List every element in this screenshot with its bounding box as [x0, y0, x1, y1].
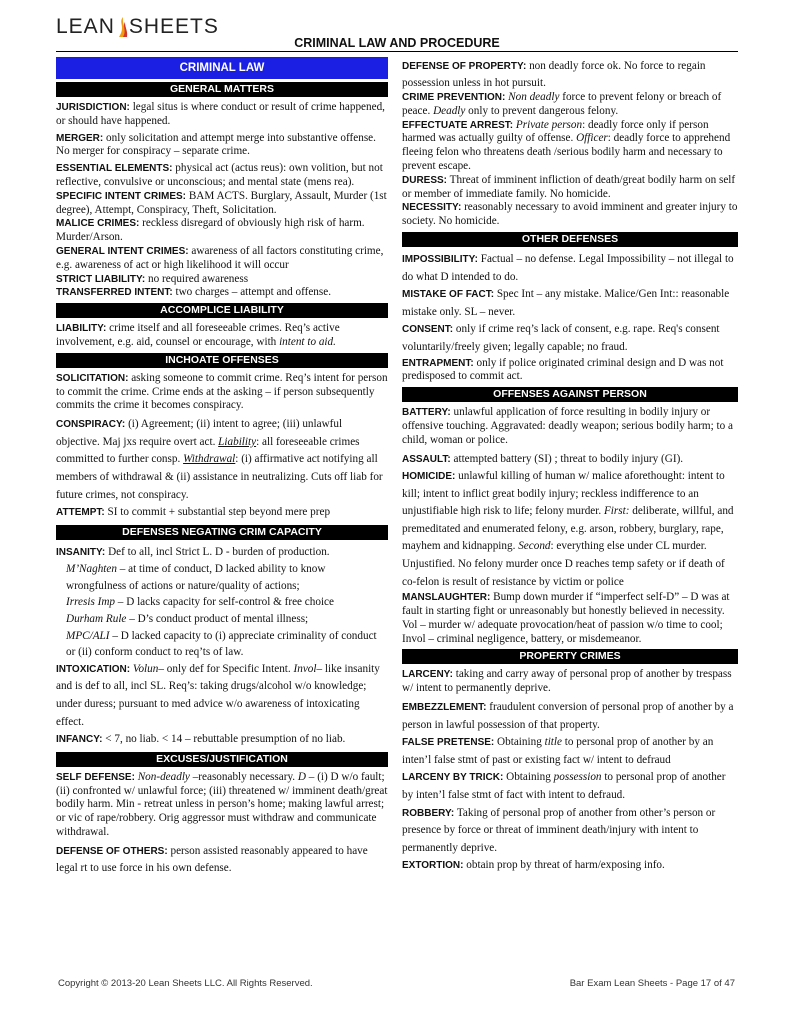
- logo-text-left: LEAN: [56, 15, 115, 38]
- page-title: CRIMINAL LAW AND PROCEDURE: [294, 36, 500, 50]
- footer-page-number: Bar Exam Lean Sheets - Page 17 of 47: [569, 978, 735, 989]
- title-rule: [56, 51, 738, 52]
- logo-text-right: SHEETS: [128, 15, 219, 38]
- entry-battery: BATTERY: unlawful application of force resulting in bodily injury or offensive touching. Aggravated: deadly weapon; serious bodily harm; to a child, woman or police.: [402, 406, 733, 446]
- head-property-crimes: PROPERTY CRIMES: [402, 649, 738, 664]
- right-column: [402, 58, 738, 875]
- entry-self-defense: SELF DEFENSE: Non-deadly –reasonably necessary. D – (i) D w/o fault; (ii) confronted w/ unlawful force; (iii) threatened w/ imminent death/great bodily harm. Min - retreat unless in person’s home; making lawful arrest; or vic of rape/robbery. Orig aggressor must withdraw and communicate withdrawal.: [56, 770, 388, 839]
- entry-extortion: EXTORTION: obtain prop by threat of harm/exposing info.: [402, 859, 665, 872]
- entry-essential-elements: ESSENTIAL ELEMENTS: physical act (actus reus): own volition, but not reflective, convulsive or unconscious; and mental state (mens rea).: [56, 162, 383, 188]
- entry-attempt: ATTEMPT: SI to commit + substantial step beyond mere prep: [56, 506, 331, 519]
- head-accomplice-liability: ACCOMPLICE LIABILITY: [56, 303, 388, 318]
- entry-assault: ASSAULT: attempted battery (SI) ; threat to bodily injury (GI).: [402, 452, 684, 465]
- entry-jurisdiction: JURISDICTION: legal situs is where conduct or result of crime happened, or should have happened.: [56, 101, 385, 127]
- head-excuses-justification: EXCUSES/JUSTIFICATION: [56, 752, 388, 767]
- entry-homicide: HOMICIDE: unlawful killing of human w/ malice aforethought: intent to kill; intent to inflict great bodily injury; reckless indifference to an unjustifiable high risk to life; felony murder. First: deliberate, willful, and premeditated and enumerated felony, e.g. arson, robbery, burglary, rape, mayhem and kidnapping. Second: everything else under CL murder. Unjustified. No felony murder once D reaches temp safety or if death of co-felon is result of resistance by victim or police: [402, 470, 734, 588]
- head-general-matters: GENERAL MATTERS: [56, 82, 388, 97]
- entry-specific-intent: SPECIFIC INTENT CRIMES: BAM ACTS. Burglary, Assault, Murder (1st degree), Attempt, Conspiracy, Theft, Solicitation.: [56, 189, 387, 216]
- entry-larceny-by-trick: LARCENY BY TRICK: Obtaining possession to personal prop of another by inten’l false stmt of fact with intent to defraud.: [402, 771, 726, 802]
- entry-infancy: INFANCY: < 7, no liab. < 14 – rebuttable presumption of no liab.: [56, 733, 346, 746]
- left-column: [56, 57, 388, 880]
- entry-merger: MERGER: only solicitation and attempt merge into substantive offense. No merger for conspiracy – separate crime.: [56, 131, 376, 158]
- entry-irresistible-impulse: Irresis Imp – D lacks capacity for self-control & free choice: [66, 596, 334, 609]
- section-criminal-law: CRIMINAL LAW: [56, 57, 388, 79]
- entry-effectuate-arrest: EFFECTUATE ARREST: Private person: deadly force only if person harmed was actually guilty of offense. Officer: deadly force to apprehend fleeing felon who threatens death /serious bodily harm and necessary to prevent escape.: [402, 118, 731, 172]
- head-defenses-negating: DEFENSES NEGATING CRIM CAPACITY: [56, 525, 388, 540]
- entry-mnaghten: M’Naghten – at time of conduct, D lacked ability to know wrongfulness of actions or nature/quality of actions;: [66, 563, 326, 592]
- entry-robbery: ROBBERY: Taking of personal prop of another from other’s person or presence by force or threat of imminent death/injury with intent to permanently deprive.: [402, 806, 716, 854]
- entry-manslaughter: MANSLAUGHTER: Bump down murder if “imperfect self-D” – D was at fault in starting fight or unreasonably but honestly believed in necessity. Vol – murder w/ adequate provocation/heat of passion w/o time to cool; Invol – criminal negligence, battery, or misdemeanor.: [402, 591, 730, 645]
- entry-general-intent: GENERAL INTENT CRIMES: awareness of all factors constituting crime, e.g. awareness of act or high likelihood it will occur: [56, 244, 384, 271]
- head-offenses-against-person: OFFENSES AGAINST PERSON: [402, 387, 738, 402]
- entry-defense-of-property: DEFENSE OF PROPERTY: non deadly force ok. No force to regain possession unless in hot pursuit.: [402, 60, 706, 89]
- entry-solicitation: SOLICITATION: asking someone to commit crime. Req’s intent for person to commit the crime. Crime ends at the asking – if person subsequently commits the crime it becomes conspiracy.: [56, 371, 388, 412]
- entry-defense-of-others: DEFENSE OF OTHERS: person assisted reasonably appeared to have legal rt to use force in his own defense.: [56, 844, 368, 875]
- entry-mistake-of-fact: MISTAKE OF FACT: Spec Int – any mistake. Malice/Gen Int:: reasonable mistake only. SL – never.: [402, 288, 730, 318]
- entry-insanity: INSANITY: Def to all, incl Strict L. D - burden of production.: [56, 545, 330, 558]
- entry-conspiracy: CONSPIRACY: (i) Agreement; (ii) intent to agree; (iii) unlawful objective. Maj jxs require overt act. Liability: all foreseeable crimes committed to further consp. Withdrawal: (i) affirmative act notifying all members of withdrawal & (ii) assistance in neutralizing. Cuts off liab for future crimes, not conspiracy.: [56, 418, 383, 501]
- entry-impossibility: IMPOSSIBILITY: Factual – no defense. Legal Impossibility – not illegal to do what D intended to do.: [402, 252, 734, 283]
- entry-strict-liability: STRICT LIABILITY: no required awareness: [56, 272, 249, 285]
- flame-icon: [116, 17, 128, 37]
- entry-embezzlement: EMBEZZLEMENT: fraudulent conversion of personal prop of another by a person in lawful possession of that property.: [402, 701, 734, 731]
- entry-mpc-ali: MPC/ALI – D lacked capacity to (i) appreciate criminality of conduct or (ii) conform conduct to req’ts of law.: [66, 629, 377, 659]
- entry-malice-crimes: MALICE CRIMES: reckless disregard of obviously high risk of harm. Murder/Arson.: [56, 217, 365, 244]
- head-inchoate-offenses: INCHOATE OFFENSES: [56, 353, 388, 368]
- entry-liability: LIABILITY: crime itself and all foreseeable crimes. Req’s active involvement, e.g. aid, counsel or encourage, with intent to aid.: [56, 322, 340, 348]
- entry-intoxication: INTOXICATION: Volun– only def for Specific Intent. Invol– like insanity and is def to all, incl SL. Req’s: taking drugs/alcohol w/o knowledge; under duress; pursuant to med advice w/o awareness of intoxicating effect.: [56, 662, 380, 728]
- entry-crime-prevention: CRIME PREVENTION: Non deadly force to prevent felony or breach of peace. Deadly only to prevent dangerous felony.: [402, 91, 722, 117]
- entry-durham-rule: Durham Rule – D’s conduct product of mental illness;: [66, 613, 309, 626]
- entry-entrapment: ENTRAPMENT: only if police originated criminal design and D was not predisposed to commit act.: [402, 356, 724, 383]
- footer-copyright: Copyright © 2013-20 Lean Sheets LLC. All Rights Reserved.: [58, 978, 313, 989]
- head-other-defenses: OTHER DEFENSES: [402, 232, 738, 247]
- entry-larceny: LARCENY: taking and carry away of personal prop of another by trespass w/ intent to permanently deprive.: [402, 668, 732, 695]
- entry-false-pretense: FALSE PRETENSE: Obtaining title to personal prop of another by an inten’l false stmt of past or existing fact w/ intent to defraud: [402, 736, 714, 766]
- entry-consent: CONSENT: only if crime req’s lack of consent, e.g. rape. Req's consent voluntarily/freely given; legally capable; no fraud.: [402, 323, 720, 353]
- entry-duress: DURESS: Threat of imminent infliction of death/great bodily harm on self or member of immediate family. No homicide.: [402, 173, 736, 200]
- entry-transferred-intent: TRANSFERRED INTENT: two charges – attempt and offense.: [56, 286, 332, 299]
- entry-necessity: NECESSITY: reasonably necessary to avoid imminent and greater injury to society. No homicide.: [402, 201, 738, 228]
